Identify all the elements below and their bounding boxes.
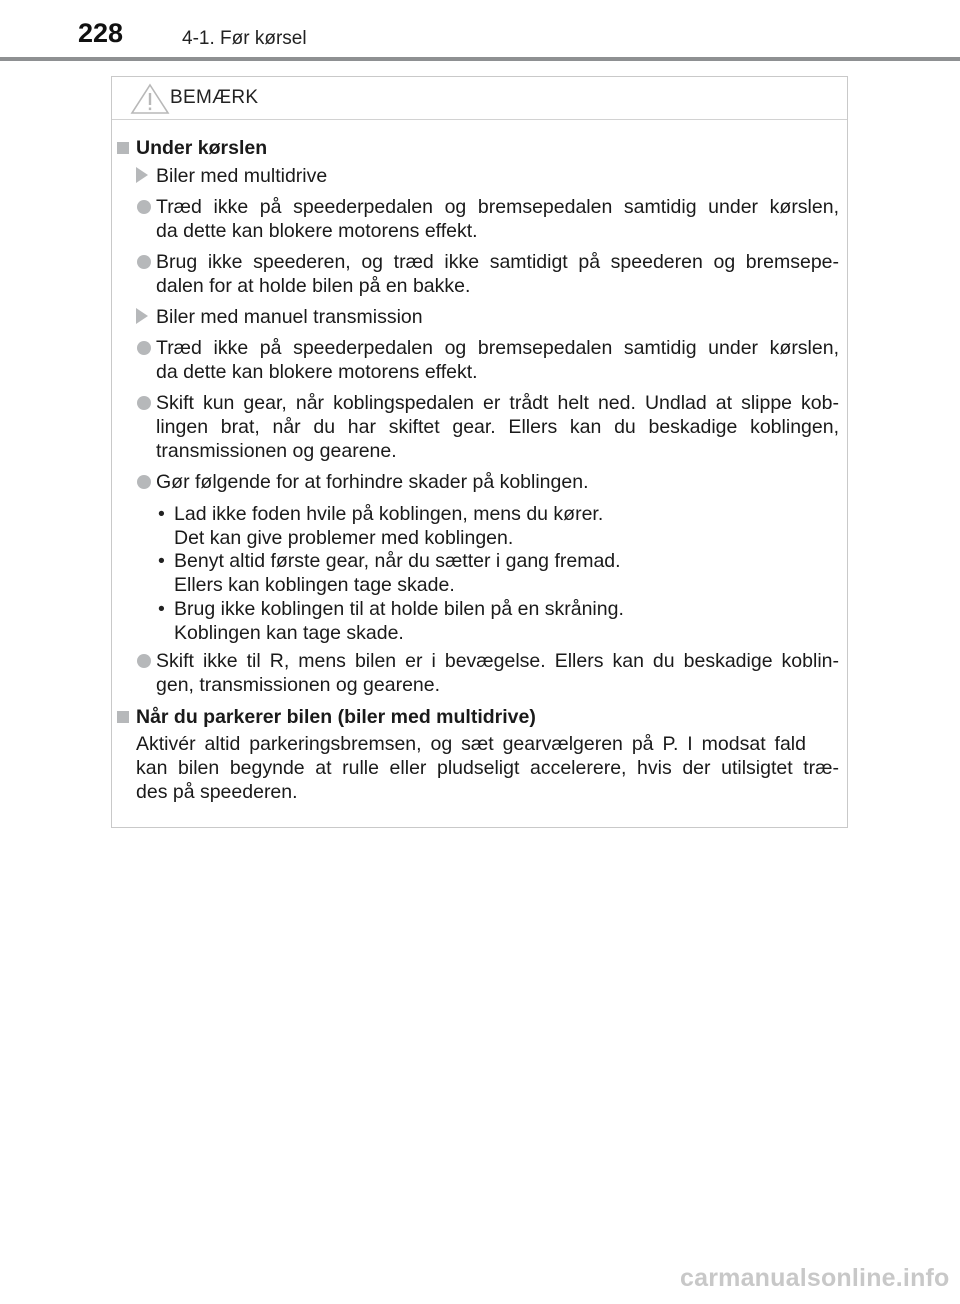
mt-item2-line1: Skift kun gear, når koblingspedalen er trådt helt ned. Undlad at slippe kob- xyxy=(156,392,839,414)
circle-bullet-icon xyxy=(137,654,151,668)
mt-item2-line2: lingen brat, når du har skiftet gear. Ellers kan du beskadige koblingen, xyxy=(156,416,839,438)
mt-item1-line2: da dette kan blokere motorens effekt. xyxy=(156,361,478,383)
triangle-bullet-icon xyxy=(136,308,148,324)
circle-bullet-icon xyxy=(137,475,151,489)
mt-item1-line1: Træd ikke på speederpedalen og bremsepedalen samtidig under kørslen, xyxy=(156,337,839,359)
square-bullet-icon xyxy=(117,142,129,154)
circle-bullet-icon xyxy=(137,341,151,355)
circle-bullet-icon xyxy=(137,200,151,214)
mt-item3-line1: Gør følgende for at forhindre skader på koblingen. xyxy=(156,471,589,493)
notice-header xyxy=(112,77,847,120)
sub2-line1: Benyt altid første gear, når du sætter i gang fremad. xyxy=(174,550,621,572)
md-item1-line1: Træd ikke på speederpedalen og bremsepedalen samtidig under kørslen, xyxy=(156,196,839,218)
parking-line2: kan bilen begynde at rulle eller pludseligt accelerere, hvis der utilsigtet træ- xyxy=(136,757,839,779)
circle-bullet-icon xyxy=(137,396,151,410)
dot-bullet-icon: • xyxy=(158,503,165,525)
notice-title: BEMÆRK xyxy=(170,87,259,108)
parking-heading: Når du parkerer bilen (biler med multidrive) xyxy=(136,706,536,728)
header-rule xyxy=(0,57,960,61)
dot-bullet-icon: • xyxy=(158,550,165,572)
page-number: 228 xyxy=(78,18,124,48)
dot-bullet-icon: • xyxy=(158,598,165,620)
md-item1-line2: da dette kan blokere motorens effekt. xyxy=(156,220,478,242)
mt-item2-line3: transmissionen og gearene. xyxy=(156,440,397,462)
watermark: carmanualsonline.info xyxy=(680,1264,950,1292)
square-bullet-icon xyxy=(117,711,129,723)
sub1-line2: Det kan give problemer med koblingen. xyxy=(174,527,514,549)
triangle-bullet-icon xyxy=(136,167,148,183)
notice-box xyxy=(111,76,848,828)
md-item2-line2: dalen for at holde bilen på en bakke. xyxy=(156,275,471,297)
parking-line1: Aktivér altid parkeringsbremsen, og sæt gearvælgeren på P. I modsat fald xyxy=(136,733,806,755)
md-item2-line1: Brug ikke speederen, og træd ikke samtidigt på speederen og bremsepe- xyxy=(156,251,839,273)
page-header xyxy=(0,0,960,62)
mt-item4-line1: Skift ikke til R, mens bilen er i bevægelse. Ellers kan du beskadige koblin- xyxy=(156,650,839,672)
multidrive-label: Biler med multidrive xyxy=(156,165,328,187)
section-title: 4-1. Før kørsel xyxy=(182,28,307,49)
sub3-line2: Koblingen kan tage skade. xyxy=(174,622,404,644)
mt-item4-line2: gen, transmissionen og gearene. xyxy=(156,674,441,696)
driving-heading: Under kørslen xyxy=(136,137,268,159)
warning-triangle-icon xyxy=(130,83,170,115)
sub2-line2: Ellers kan koblingen tage skade. xyxy=(174,574,455,596)
sub3-line1: Brug ikke koblingen til at holde bilen på en skråning. xyxy=(174,598,624,620)
circle-bullet-icon xyxy=(137,255,151,269)
parking-line3: des på speederen. xyxy=(136,781,298,803)
sub1-line1: Lad ikke foden hvile på koblingen, mens du kører. xyxy=(174,503,604,525)
manual-label: Biler med manuel transmission xyxy=(156,306,423,328)
